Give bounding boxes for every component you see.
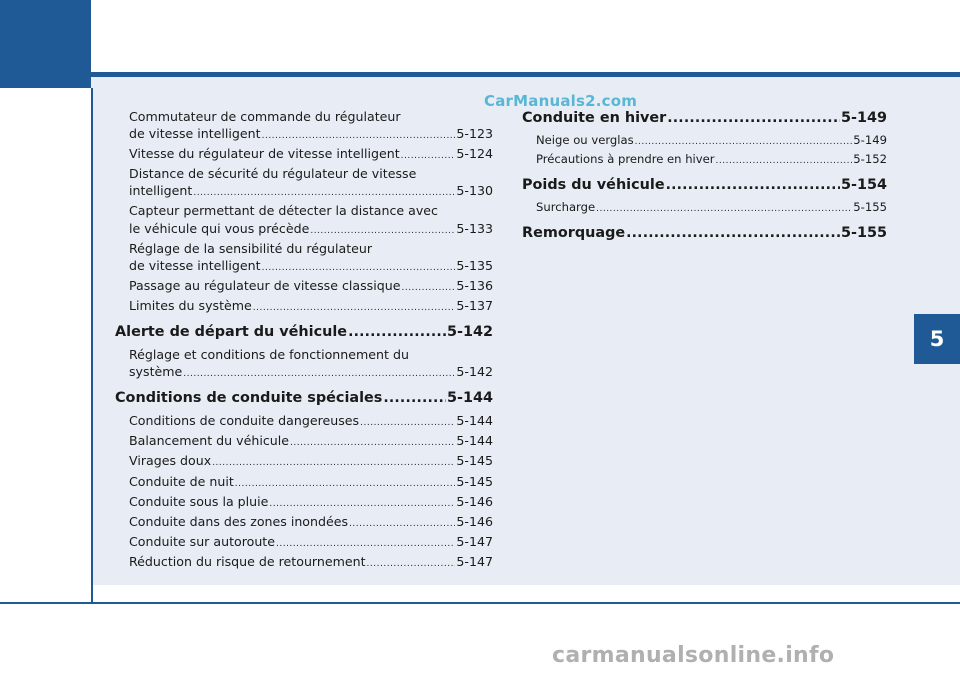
leader-dots (235, 473, 456, 493)
toc-entry[interactable] (115, 432, 493, 452)
toc-page-number: 5-144 (456, 413, 493, 429)
toc-entry[interactable] (115, 553, 493, 573)
toc-page-number: 5-149 (853, 133, 887, 147)
toc-entry[interactable] (115, 145, 493, 165)
toc-entry[interactable] (522, 199, 887, 218)
leader-dots (276, 533, 455, 553)
toc-page-number: 5-124 (456, 146, 493, 162)
leader-dots (183, 363, 455, 383)
toc-page-number: 5-136 (456, 277, 493, 293)
toc-section-title: Remorquage (522, 225, 626, 242)
corner-color-block (0, 0, 91, 88)
toc-page-number: 5-155 (840, 225, 887, 242)
leader-dots (383, 388, 446, 408)
toc-entry-text: Conduite de nuit (129, 473, 234, 489)
leader-dots (193, 182, 455, 202)
leader-dots (348, 322, 446, 342)
toc-right-column (522, 108, 887, 247)
toc-entry[interactable] (115, 297, 493, 317)
toc-page-number: 5-137 (456, 297, 493, 313)
toc-page-number: 5-152 (853, 152, 887, 167)
leader-dots (262, 257, 456, 277)
toc-page-number: 5-154 (840, 177, 887, 194)
toc-entry[interactable] (115, 346, 493, 383)
margin-rule (91, 88, 93, 603)
toc-section-heading[interactable] (115, 388, 493, 408)
toc-page-number: 5-147 (456, 553, 493, 569)
leader-dots (401, 145, 456, 165)
toc-page-number: 5-147 (456, 533, 493, 549)
toc-entry-text: Conduite sous la pluie (129, 493, 269, 509)
toc-entry[interactable] (115, 277, 493, 297)
leader-dots (666, 175, 840, 195)
toc-entry[interactable] (522, 151, 887, 170)
toc-entry-text: Capteur permettant de détecter la distance avec (129, 203, 438, 219)
toc-entry[interactable] (115, 513, 493, 533)
watermark-top: CarManuals2.com (484, 92, 638, 110)
toc-entry-text: Commutateur de commande du régulateur (129, 109, 401, 124)
leader-dots (262, 125, 456, 145)
toc-section-title: Poids du véhicule (522, 177, 665, 194)
toc-page-number: 5-145 (456, 473, 493, 489)
leader-dots (212, 452, 455, 472)
leader-dots (596, 199, 852, 218)
toc-entry[interactable] (115, 108, 493, 145)
toc-section-title: Conditions de conduite spéciales (115, 390, 383, 407)
toc-entry[interactable] (115, 533, 493, 553)
leader-dots (635, 132, 853, 151)
toc-page-number: 5-146 (456, 493, 493, 509)
toc-entry-text: Distance de sécurité du régulateur de vitesse (129, 166, 417, 182)
toc-entry[interactable] (522, 132, 887, 151)
toc-page-number: 5-149 (840, 110, 887, 126)
leader-dots (667, 108, 840, 128)
toc-page-number: 5-142 (456, 364, 493, 380)
toc-entry[interactable] (115, 202, 493, 239)
toc-page-number: 5-133 (456, 220, 493, 236)
toc-entry-text: Balancement du véhicule (129, 433, 289, 449)
toc-entry-text: Précautions à prendre en hiver (536, 152, 715, 167)
toc-entry[interactable] (115, 473, 493, 493)
toc-entry[interactable] (115, 240, 493, 277)
toc-page-number: 5-144 (456, 433, 493, 449)
toc-page-number: 5-146 (456, 513, 493, 529)
toc-entry-text: Virages doux (129, 453, 212, 469)
toc-entry-text: Réglage de la sensibilité du régulateur (129, 240, 373, 256)
toc-section-title: Conduite en hiver (522, 110, 667, 126)
toc-entry-text: Conditions de conduite dangereuses (129, 413, 360, 429)
leader-dots (253, 297, 456, 317)
toc-entry-text: Conduite dans des zones inondées (129, 513, 349, 529)
toc-section-heading[interactable] (522, 175, 887, 195)
toc-entry-text: Limites du système (129, 297, 252, 313)
toc-section-heading[interactable] (522, 223, 887, 243)
toc-entry-text: le véhicule qui vous précède (129, 220, 310, 236)
toc-entry-text: Surcharge (536, 200, 596, 215)
toc-entry[interactable] (115, 412, 493, 432)
toc-entry-text: Réduction du risque de retournement (129, 553, 366, 569)
chapter-tab[interactable]: 5 (914, 314, 960, 364)
watermark-bottom: carmanualsonline.info (552, 643, 835, 668)
toc-left-column (115, 108, 493, 573)
toc-entry-text: de vitesse intelligent (129, 126, 261, 142)
toc-entry-text: intelligent (129, 183, 193, 199)
toc-page-number: 5-130 (456, 183, 493, 199)
leader-dots (360, 412, 455, 432)
toc-page-number: 5-135 (456, 257, 493, 273)
toc-entry-text: Réglage et conditions de fonctionnement du (129, 347, 409, 363)
toc-entry[interactable] (115, 165, 493, 202)
toc-page-number: 5-123 (456, 126, 493, 142)
leader-dots (401, 277, 455, 297)
leader-dots (626, 223, 840, 243)
toc-section-heading[interactable] (522, 108, 887, 128)
toc-entry-text: Vitesse du régulateur de vitesse intelligent (129, 146, 400, 162)
toc-entry-text: Neige ou verglas (536, 133, 634, 147)
leader-dots (310, 220, 455, 240)
leader-dots (367, 553, 456, 573)
leader-dots (349, 513, 455, 533)
leader-dots (290, 432, 455, 452)
toc-page-number: 5-144 (446, 390, 493, 407)
toc-entry-text: de vitesse intelligent (129, 257, 261, 273)
toc-entry[interactable] (115, 493, 493, 513)
toc-entry-text: système (129, 364, 183, 380)
footer-rule (0, 602, 960, 604)
toc-entry[interactable] (115, 452, 493, 472)
toc-page-number: 5-145 (456, 453, 493, 469)
toc-section-heading[interactable] (115, 322, 493, 342)
toc-entry-text: Passage au régulateur de vitesse classique (129, 277, 401, 293)
leader-dots (716, 151, 853, 170)
toc-page-number: 5-155 (853, 200, 887, 215)
toc-section-title: Alerte de départ du véhicule (115, 324, 348, 341)
toc-entry-text: Conduite sur autoroute (129, 533, 275, 549)
leader-dots (269, 493, 455, 513)
toc-page-number: 5-142 (446, 324, 493, 341)
